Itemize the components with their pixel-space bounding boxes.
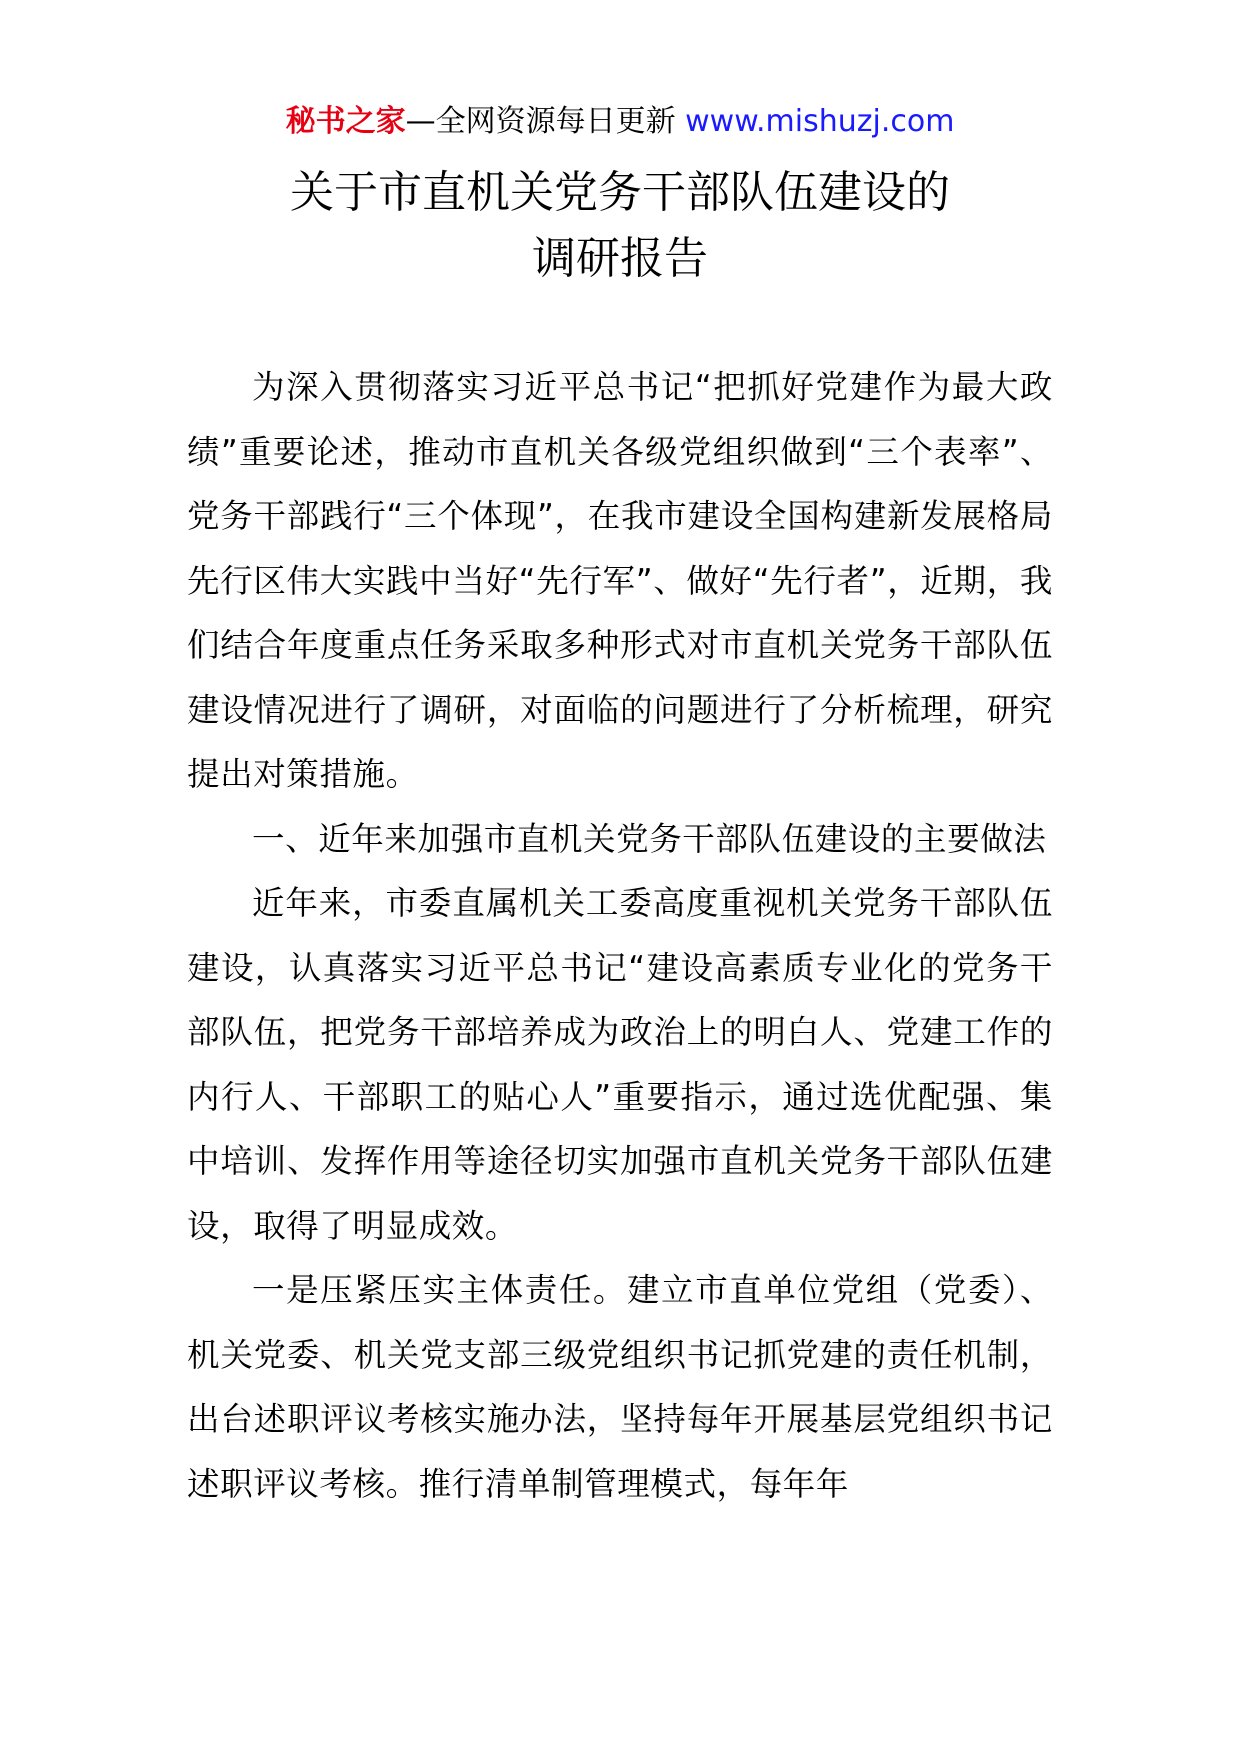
site-url: www.mishuzj.com bbox=[685, 104, 955, 139]
title-line-2: 调研报告 bbox=[532, 233, 708, 284]
section-heading-1: 一、近年来加强市直机关党务干部队伍建设的主要做法 bbox=[252, 819, 1047, 858]
paragraph-intro: 为深入贯彻落实习近平总书记“把抓好党建作为最大政绩”重要论述，推动市直机关各级党组织做到“三个表率”、党务干部践行“三个体现”，在我市建设全国构建新发展格局先行区伟大实践中当好“先行军”、做好“先行者”，近期，我们结合年度重点任务采取多种形式对市直机关党务干部队伍建设情况进行了调研，对面临的问题进行了分析梳理，研究提出对策措施。 bbox=[187, 368, 1053, 793]
site-header bbox=[0, 100, 1240, 144]
paragraph-overview: 近年来，市委直属机关工委高度重视机关党务干部队伍建设，认真落实习近平总书记“建设高素质专业化的党务干部队伍，把党务干部培养成为政治上的明白人、党建工作的内行人、干部职工的贴心人”重要指示，通过选优配强、集中培训、发挥作用等途径切实加强市直机关党务干部队伍建设，取得了明显成效。 bbox=[187, 884, 1053, 1245]
document-title bbox=[0, 160, 1240, 292]
paragraph-point-1: 一是压紧压实主体责任。建立市直单位党组（党委）、机关党委、机关党支部三级党组织书记抓党建的责任机制，出台述职评议考核实施办法，坚持每年开展基层党组织书记述职评议考核。推行清单制管理模式，每年年 bbox=[187, 1271, 1053, 1503]
brand-name: 秘书之家 bbox=[285, 104, 406, 139]
title-line-1: 关于市直机关党务干部队伍建设的 bbox=[290, 167, 950, 218]
header-slogan: —全网资源每日更新 bbox=[405, 104, 676, 139]
document-body bbox=[187, 355, 1053, 1516]
